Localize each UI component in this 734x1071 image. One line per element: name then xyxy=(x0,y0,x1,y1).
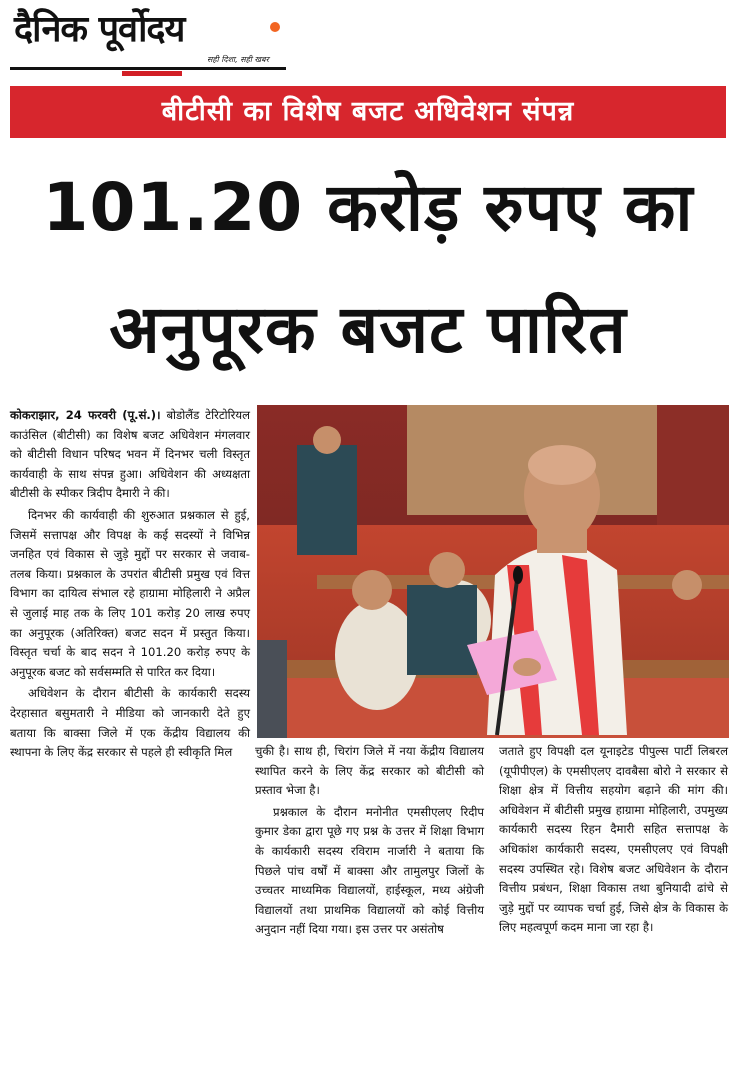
article-paragraph: दिनभर की कार्यवाही की शुरुआत प्रश्नकाल से हुई, जिसमें सत्तापक्ष और विपक्ष के कई सदस्यों ने विभिन्न जनहित एवं विकास से जुड़े मुद्दों पर सरकार से जवाब-तलब किया। प्रश्नकाल के उपरांत बीटीसी प्रमुख एवं वित्त विभाग का दायित्व संभाल रहे हाग्रामा मोहिलारी ने अप्रैल से जुलाई माह तक के लिए 101 करोड़ 20 लाख रुपए का अनुपूरक (अतिरिक्त) बजट सदन में प्रस्तुत किया। विस्तृत चर्चा के बाद सदन ने 101.20 करोड़ रुपए के अनुपूरक बजट को सर्वसम्मति से पारित कर दिया। xyxy=(10,507,250,679)
headline-line-1: 101.20 करोड़ रुपए का xyxy=(42,169,694,246)
article-column-1 xyxy=(10,406,250,763)
dateline: कोकराझार, 24 फरवरी (पू.सं.)। xyxy=(10,408,161,422)
headline-line-2: अनुपूरक बजट पारित xyxy=(109,291,627,368)
assembly-photo-illustration xyxy=(257,405,729,738)
newspaper-tagline: सही दिशा, सही खबर xyxy=(207,55,269,64)
article-paragraph: अधिवेशन के दौरान बीटीसी के कार्यकारी सदस्य देरहासात बसुमतारी ने मीडिया को जानकारी देते हुए बताया कि बाक्सा जिले में एक केंद्रीय विद्यालय की स्थापना के लिए केंद्र सरकार से पहले ही स्वीकृति मिल xyxy=(10,686,250,760)
newspaper-logo-title: दैनिक पूर्वोदय xyxy=(14,9,185,50)
article-paragraph: जताते हुए विपक्षी दल यूनाइटेड पीपुल्स पार्टी लिबरल (यूपीपीएल) के एमसीएलए दावबैसा बोरो ने सरकार से शिक्षा क्षेत्र में वित्तीय सहयोग बढ़ाने की मांग की। अधिवेशन में बीटीसी प्रमुख हाग्रामा मोहिलारी, उपमुख्य कार्यकारी सदस्य रिहन दैमारी सहित सत्तापक्ष के अधिकांश कार्यकारी सदस्य, एमसीएलए एवं विपक्षी सदस्य उपस्थित रहे। विशेष बजट अधिवेशन के दौरान वित्तीय प्रबंधन, शिक्षा विकास तथा बुनियादी ढांचे से जुड़े मुद्दों पर व्यापक चर्चा हुई, जिसे क्षेत्र के विकास के लिए महत्वपूर्ण कदम माना जा रहा है। xyxy=(499,744,728,935)
article-column-3 xyxy=(499,742,728,938)
paragraph-text: बोडोलैंड टेरिटोरियल काउंसिल (बीटीसी) का विशेष बजट अधिवेशन मंगलवार को बीटीसी विधान परिषद भवन में दिनभर चली विस्तृत कार्यवाही के साथ संपन्न हुआ। अधिवेशन की अध्यक्षता बीटीसी के स्पीकर त्रिदीप दैमारी ने की। xyxy=(10,408,251,501)
article-paragraph xyxy=(10,406,250,504)
masthead-rule xyxy=(10,67,286,70)
article-column-2 xyxy=(255,742,484,940)
article-paragraph: प्रश्नकाल के दौरान मनोनीत एमसीएलए रिदीप कुमार डेका द्वारा पूछे गए प्रश्न के उत्तर में शिक्षा विभाग के कार्यकारी सदस्य रविराम नार्जारी ने बताया कि पिछले पांच वर्षों में बाक्सा और तामुलपुर जिलों के उच्चतर माध्यमिक विद्यालयों, हाईस्कूल, मध्य अंग्रेजी विद्यालयों तथा प्राथमिक विद्यालयों को कोई वित्तीय अनुदान नहीं दिया गया। इस उत्तर पर असंतोष xyxy=(255,804,484,937)
masthead-red-accent xyxy=(122,71,182,76)
logo-dot-icon xyxy=(270,22,280,32)
article-paragraph: चुकी है। साथ ही, चिरांग जिले में नया केंद्रीय विद्यालय स्थापित करने के लिए केंद्र सरकार को बीटीसी को प्रस्ताव भेजा है। xyxy=(255,744,484,798)
kicker-banner: बीटीसी का विशेष बजट अधिवेशन संपन्न xyxy=(10,86,726,138)
masthead xyxy=(10,8,286,72)
news-photo xyxy=(257,405,729,738)
